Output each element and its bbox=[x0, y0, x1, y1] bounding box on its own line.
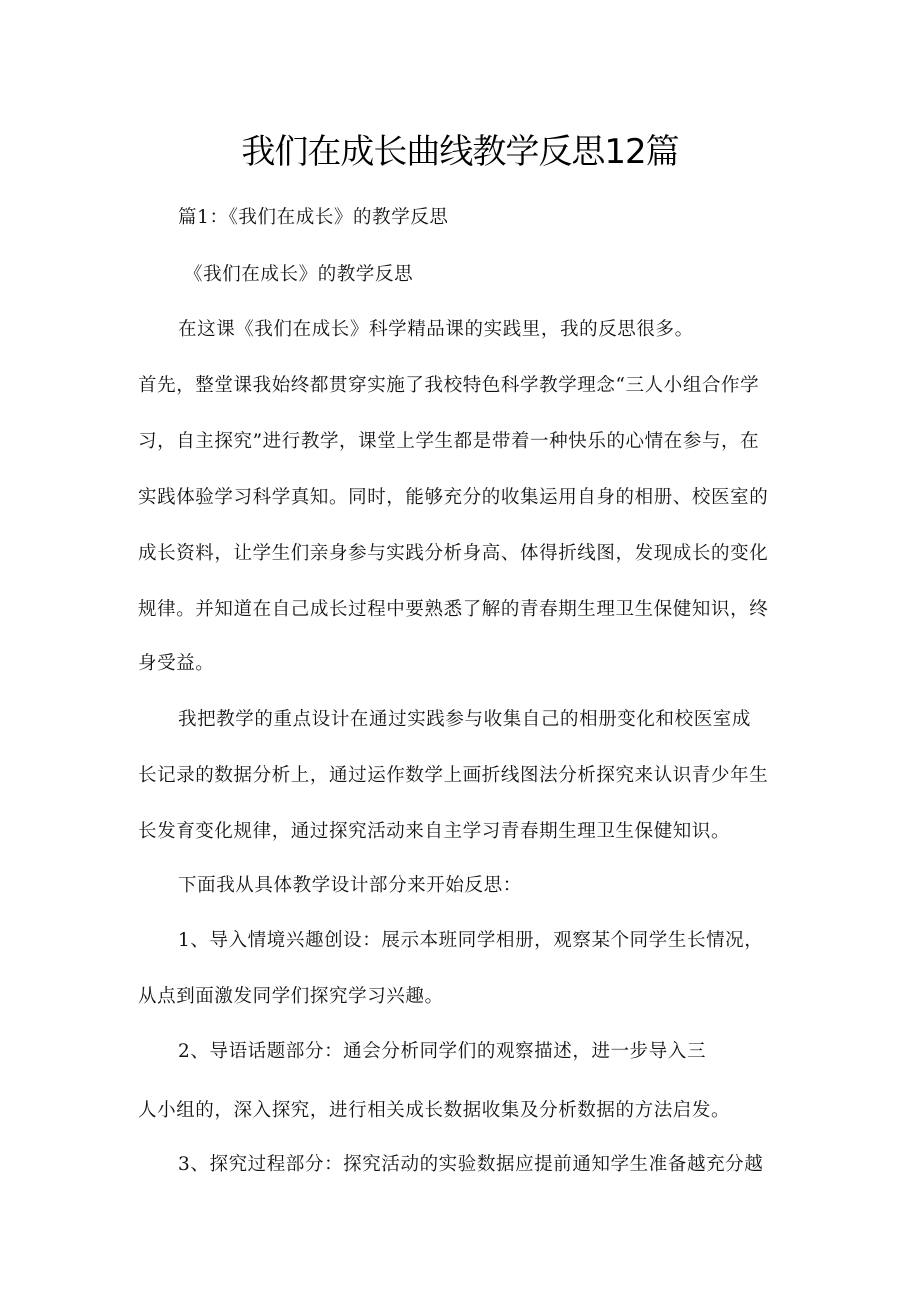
list-item-line: 2、导语话题部分：通会分析同学们的观察描述，进一步导入三 bbox=[178, 1041, 707, 1062]
list-item-line: 人小组的，深入探究，进行相关成长数据收集及分析数据的方法启发。 bbox=[138, 1100, 731, 1121]
section-heading: 篇1：《我们在成长》的教学反思 bbox=[178, 207, 449, 228]
paragraph-line: 身受益。 bbox=[138, 653, 215, 674]
paragraph-line: 习，自主探究”进行教学，课堂上学生都是带着一种快乐的心情在参与，在 bbox=[138, 431, 760, 452]
paragraph-line: 在这课《我们在成长》科学精品课的实践里，我的反思很多。 bbox=[178, 319, 694, 340]
paragraph-line: 我把教学的重点设计在通过实践参与收集自己的相册变化和校医室成 bbox=[178, 709, 752, 730]
paragraph-line: 长发育变化规律，通过探究活动来自主学习青春期生理卫生保健知识。 bbox=[138, 821, 731, 842]
paragraph-line: 下面我从具体教学设计部分来开始反思： bbox=[178, 875, 522, 896]
list-item-line: 从点到面激发同学们探究学习兴趣。 bbox=[138, 986, 444, 1007]
subheading: 《我们在成长》的教学反思 bbox=[184, 264, 414, 285]
paragraph-line: 规律。并知道在自己成长过程中要熟悉了解的青春期生理卫生保健知识，终 bbox=[138, 599, 769, 620]
document-title: 我们在成长曲线教学反思12篇 bbox=[241, 132, 679, 172]
paragraph-line: 首先，整堂课我始终都贯穿实施了我校特色科学教学理念“三人小组合作学 bbox=[138, 375, 760, 396]
list-item-line: 3、探究过程部分：探究活动的实验数据应提前通知学生准备越充分越 bbox=[178, 1154, 764, 1175]
list-item-line: 1、导入情境兴趣创设：展示本班同学相册，观察某个同学生长情况， bbox=[178, 930, 764, 951]
paragraph-line: 成长资料，让学生们亲身参与实践分析身高、体得折线图，发现成长的变化 bbox=[138, 543, 769, 564]
paragraph-line: 实践体验学习科学真知。同时，能够充分的收集运用自身的相册、校医室的 bbox=[138, 487, 769, 508]
paragraph-line: 长记录的数据分析上，通过运作数学上画折线图法分析探究来认识青少年生 bbox=[138, 765, 769, 786]
